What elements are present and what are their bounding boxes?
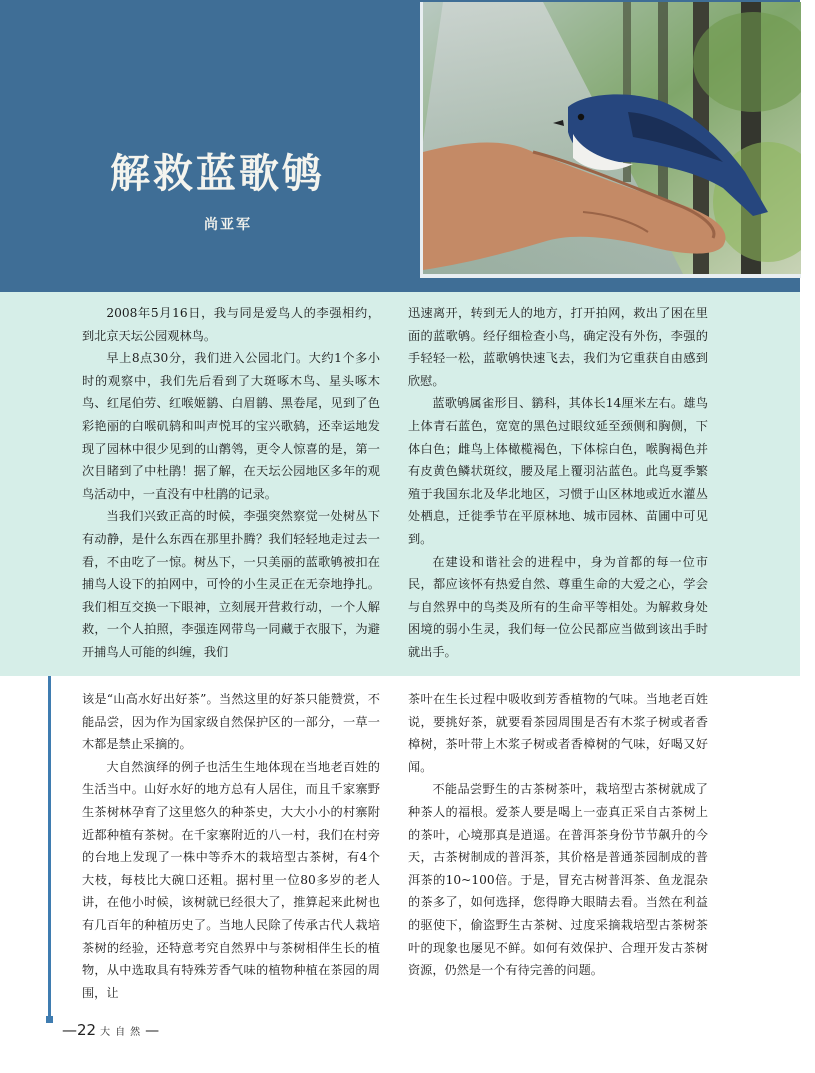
bird-photo xyxy=(420,2,801,278)
rule-end-marker xyxy=(46,1016,53,1023)
paragraph: 茶叶在生长过程中吸收到芳香植物的气味。当地老百姓说，要挑好茶，就要看茶园周围是否有木浆子树或者香樟树，茶叶带上木浆子树或者香樟树的气味，好喝又好闻。 xyxy=(408,692,708,774)
article-author: 尚亚军 xyxy=(204,217,252,233)
paragraph: 蓝歌鸲属雀形目、鹟科，其体长14厘米左右。雄鸟上体青石蓝色，宽宽的黑色过眼纹延至颈侧和胸侧，下体白色；雌鸟上体橄榄褐色，下体棕白色，喉胸褐色并有皮黄色鳞状斑纹，腰及尾上覆羽沾蓝色。此鸟夏季繁殖于我国东北及华北地区，习惯于山区林地或近水灌丛处栖息，迁徙季节在平原林地、城市园林、苗圃中可见到。 xyxy=(408,396,708,546)
paragraph: 不能品尝野生的古茶树茶叶，栽培型古茶树就成了种茶人的福根。爱茶人要是喝上一壶真正采自古茶树上的茶叶，心境那真是逍遥。在普洱茶身份节节飙升的今天，古茶树制成的普洱茶，其价格是普通茶园制成的普洱茶的10~100倍。于是，冒充古树普洱茶、鱼龙混杂的茶多了，如何选择，您得睁大眼睛去看。当然在利益的驱使下，偷盗野生古茶树、过度采摘栽培型古茶树茶叶的现象也屡见不鲜。如何有效保护、合理开发古茶树资源，仍然是一个有待完善的问题。 xyxy=(408,782,708,978)
paragraph: 在建设和谐社会的进程中，身为首都的每一位市民，都应该怀有热爱自然、尊重生命的大爱之心，学会与自然界中的鸟类及所有的生命平等相处。为解救身处困境的弱小生灵，我们每一位公民都应当做到该出手时就出手。 xyxy=(408,554,708,659)
text-column-2 xyxy=(408,302,708,664)
paragraph: 该是“山高水好出好茶”。当然这里的好茶只能赞赏，不能品尝，因为作为国家级自然保护区的一部分，一草一木都是禁止采摘的。 xyxy=(82,692,380,752)
paragraph: 2008年5月16日，我与同是爱鸟人的李强相约，到北京天坛公园观林鸟。 xyxy=(82,306,380,343)
text-column-3 xyxy=(82,688,380,1004)
paragraph: 大自然演绎的例子也活生生地体现在当地老百姓的生活当中。山好水好的地方总有人居住，而且千家寨野生茶树林孕育了这里悠久的种茶史，大大小小的村寨附近都种植有茶树。在千家寨附近的八一村，我们在村旁的台地上发现了一株中等乔木的栽培型古茶树，有4个大枝，每枝比大碗口还粗。据村里一位80多岁的老人讲，在他小时候，该树就已经很大了，推算起来此树也有几百年的种植历史了。当地人民除了传承古代人栽培茶树的经验，还特意考究自然界中与茶树相伴生长的植物，从中选取具有特殊芳香气味的植物种植在茶园的周围，让 xyxy=(82,759,380,1000)
paragraph: 早上8点30分，我们进入公园北门。大约1个多小时的观察中，我们先后看到了大斑啄木鸟、星头啄木鸟、红尾伯劳、红喉姬鹟、白眉鹟、黑卷尾，见到了色彩艳丽的白喉矶鸫和叫声悦耳的宝兴歌鸫，还幸运地发现了园林中很少见到的山鹡鸰，更令人惊喜的是，第一次目睹到了中杜鹃！据了解，在天坛公园地区多年的观鸟活动中，一直没有中杜鹃的记录。 xyxy=(82,351,380,501)
page-number: —22 xyxy=(62,1021,97,1039)
text-column-4 xyxy=(408,688,708,982)
text-column-1 xyxy=(82,302,380,664)
page-footer xyxy=(62,1021,159,1039)
footer-dash: — xyxy=(145,1023,160,1039)
paragraph: 当我们兴致正高的时候，李强突然察觉一处树丛下有动静，是什么东西在那里扑腾？我们轻轻地走过去一看，不由吃了一惊。树丛下，一只美丽的蓝歌鸲被扣在捕鸟人设下的拍网中，可怜的小生灵正在无奈地挣扎。我们相互交换一下眼神，立刻展开营救行动，一个人解救，一个人拍照，李强连网带鸟一同藏于衣服下，为避开捕鸟人可能的纠缠，我们 xyxy=(82,509,380,659)
paragraph: 迅速离开，转到无人的地方，打开拍网，救出了困在里面的蓝歌鸲。经仔细检查小鸟，确定没有外伤，李强的手轻轻一松，蓝歌鸲快速飞去，我们为它重获自由感到欣慰。 xyxy=(408,306,708,388)
article-title: 解救蓝歌鸲 xyxy=(110,150,325,197)
left-margin-rule xyxy=(48,676,51,1020)
magazine-name: 大自然 xyxy=(100,1027,146,1038)
